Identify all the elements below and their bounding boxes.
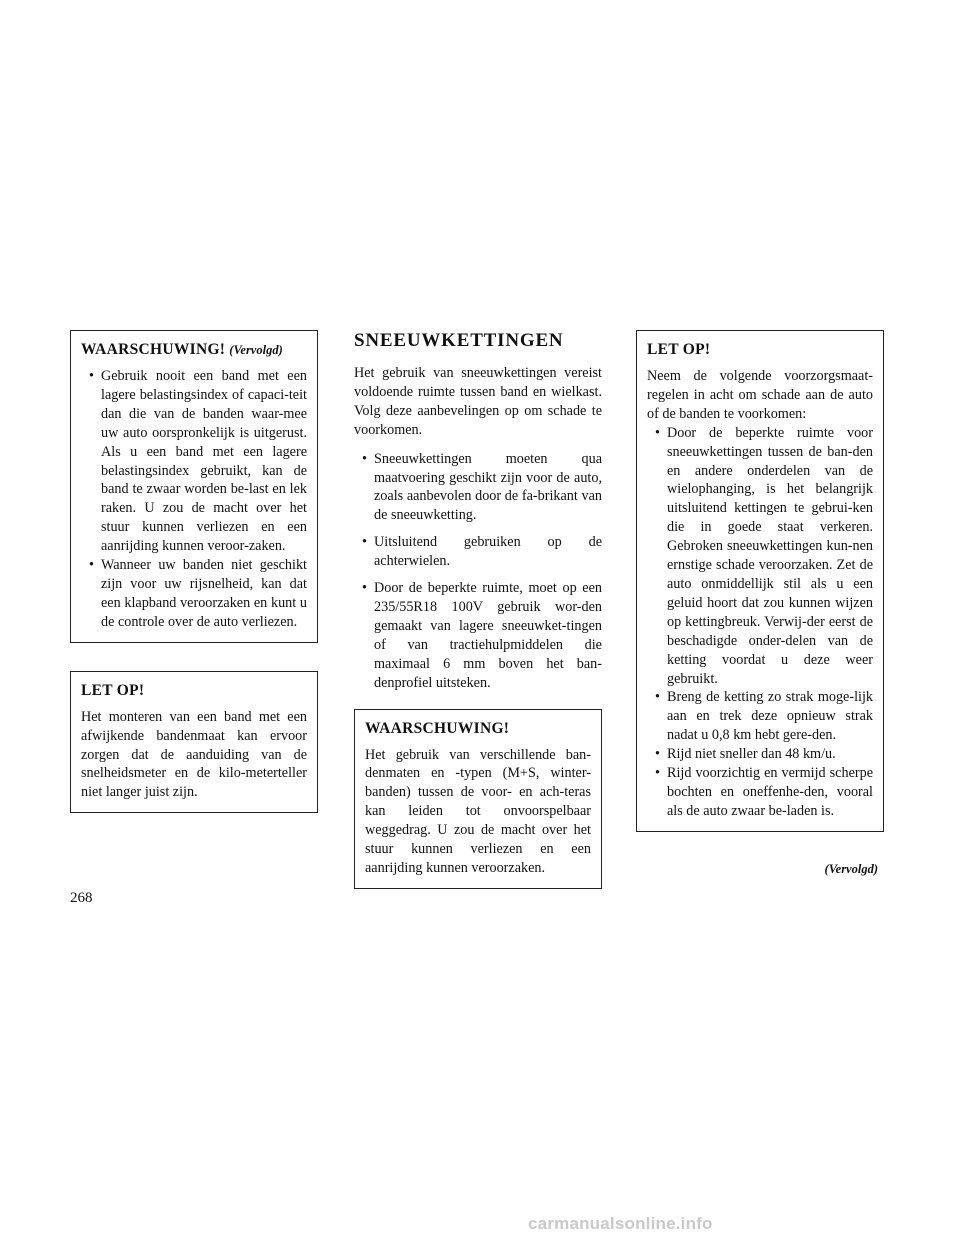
bullet-icon: • bbox=[362, 534, 367, 551]
list-item bbox=[354, 533, 602, 571]
warning-box-tire-mix bbox=[354, 709, 602, 889]
list-item-text: Uitsluitend gebruiken op de achterwielen. bbox=[374, 534, 602, 570]
warning-list bbox=[81, 367, 307, 632]
snow-chain-list bbox=[354, 450, 602, 693]
list-item bbox=[647, 764, 873, 821]
list-item-text: Door de beperkte ruimte, moet op een 235/55R18 100V gebruik wor-den gemaakt van lagere sneeuwket-tingen of van tractiehulpmiddelen die maximaal 6 mm boven het ban-denprofiel uitsteken. bbox=[374, 580, 602, 691]
bullet-icon: • bbox=[655, 746, 660, 763]
middle-column bbox=[354, 330, 602, 889]
bullet-icon: • bbox=[362, 450, 367, 467]
bullet-icon: • bbox=[362, 580, 367, 597]
bullet-icon: • bbox=[89, 557, 94, 574]
bullet-icon: • bbox=[89, 368, 94, 384]
continued-footer: (Vervolgd) bbox=[824, 862, 878, 876]
list-item-text: Rijd voorzichtig en vermijd scherpe bochten en oneffenhe-den, vooral als de auto zwaar be-laden is. bbox=[667, 765, 873, 819]
right-column bbox=[636, 330, 884, 832]
caution-intro: Neem de volgende voorzorgsmaat-regelen in acht om schade aan de auto of de banden te voorkomen: bbox=[647, 368, 873, 422]
page-number: 268 bbox=[70, 890, 93, 906]
list-item-text: Breng de ketting zo strak moge-lijk aan en trek deze opnieuw strak nadat u 0,8 km hebt gere-den. bbox=[667, 689, 873, 744]
list-item bbox=[647, 688, 873, 745]
left-column bbox=[70, 330, 318, 813]
section-intro: Het gebruik van sneeuwkettingen vereist voldoende ruimte tussen band en wielkast. Volg deze aanbevelingen op om schade te voorkomen. bbox=[354, 365, 602, 438]
warning-title bbox=[81, 341, 307, 359]
list-item-text: Gebruik nooit een band met een lagere belastingsindex of capaci-teit dan die van de banden waar-mee uw auto oorspronkelijk is uitgerust. Als u een band met een lagere belastingsindex gebruikt, kan de band te zwaar worden be-last en lek raken. U zou de macht over het stuur kunnen verliezen en een aanrijding kunnen veroor-zaken. bbox=[101, 368, 307, 555]
list-item bbox=[354, 579, 602, 692]
caution-title: LET OP! bbox=[81, 681, 145, 699]
list-item bbox=[354, 450, 602, 526]
warning-title-text: WAARSCHUWING! bbox=[81, 341, 226, 358]
caution-list bbox=[647, 424, 873, 821]
list-item bbox=[81, 367, 307, 556]
caution-text: Het monteren van een band met een afwijkende bandenmaat kan ervoor zorgen dat de aanduiding van de snelheidsmeter en de kilo-meterteller niet langer juist zijn. bbox=[81, 708, 307, 801]
list-item-text: Wanneer uw banden niet geschikt zijn voor uw rijsnelheid, kan dat een klapband veroorzaken en kunt u de controle over de auto verliezen. bbox=[101, 557, 307, 630]
warning-text: Het gebruik van verschillende ban-denmaten en -typen (M+S, winter-banden) tussen de voor- en ach-teras kan leiden tot onvoorspelbaar weggedrag. U zou de macht over het stuur kunnen verliezen en een aanrijding kunnen veroorzaken. bbox=[365, 746, 591, 876]
list-item bbox=[647, 424, 873, 689]
watermark: carmanualsonline.info bbox=[528, 1214, 713, 1233]
list-item-text: Rijd niet sneller dan 48 km/u. bbox=[667, 746, 836, 763]
list-item bbox=[647, 745, 873, 764]
bullet-icon: • bbox=[655, 424, 660, 441]
caution-title: LET OP! bbox=[647, 341, 711, 358]
section-heading: SNEEUWKETTINGEN bbox=[354, 330, 564, 351]
list-item-text: Sneeuwkettingen moeten qua maatvoering geschikt zijn voor de auto, zoals aanbevolen door de fa-brikant van de sneeuwketting. bbox=[374, 450, 602, 524]
list-item-text: Door de beperkte ruimte voor sneeuwkettingen tussen de ban-den en andere onderdelen van de wielophanging, is het belangrijk uitsluitend kettingen te gebrui-ken die in goede staat verkeren. Gebroken sneeuwkettingen kun-nen ernstige schade veroorzaken. Zet de auto onmiddellijk stil als u een geluid hoort dat zou kunnen wijzen op kettingbreuk. Verwij-der eerst de beschadigde onder-delen van de ketting voordat u deze weer gebruikt. bbox=[667, 424, 873, 687]
warning-box-continued bbox=[70, 330, 318, 643]
caution-box-chains bbox=[636, 330, 884, 832]
bullet-icon: • bbox=[655, 765, 660, 782]
continued-label: (Vervolgd) bbox=[229, 343, 283, 357]
list-item bbox=[81, 556, 307, 632]
bullet-icon: • bbox=[655, 689, 660, 706]
caution-box-tire-size bbox=[70, 671, 318, 814]
warning-title: WAARSCHUWING! bbox=[365, 719, 510, 737]
